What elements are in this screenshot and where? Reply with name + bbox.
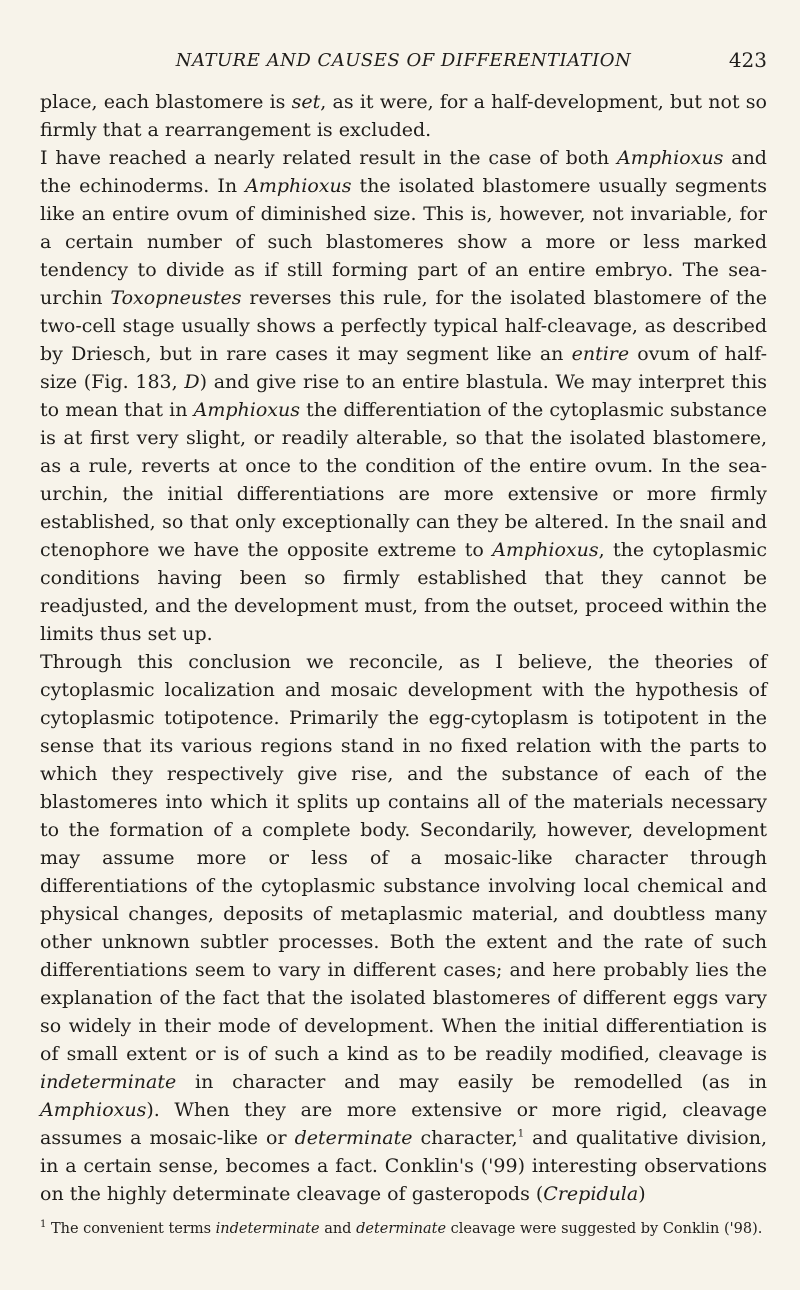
italic-text: entire bbox=[571, 343, 630, 365]
body-text bbox=[40, 88, 767, 1208]
italic-text: Toxopneustes bbox=[110, 287, 242, 309]
text-segment: Through this conclusion we reconcile, as I believe, the theories of cytoplasmic localization and mosaic development with the hypothesis of cytoplasmic totipotence. Primarily the egg-cytoplasm is totipotent in the sense that its various regions stand in no fixed relation with the parts to which they respectively give rise, and the substance of each of the blastomeres into which it splits up contains all of the materials necessary to the formation of a complete body. Secondarily, however, development may assume more or less of a mosaic-like character through differentiations of the cytoplasmic substance involving local chemical and physical changes, deposits of metaplasmic material, and doubtless many other unknown subtler processes. Both the extent and the rate of such differentiations seem to vary in different cases; and here probably lies the explanation of the fact that the isolated blastomeres of different eggs vary so widely in their mode of development. When the initial differentiation is of small extent or is of such a kind as to be readily modified, cleavage is bbox=[40, 651, 767, 1065]
text-segment: place, each blastomere is bbox=[40, 91, 292, 113]
text-segment: I have reached a nearly related result in the case of both bbox=[40, 147, 617, 169]
footnote-marker: 1 bbox=[40, 1219, 47, 1231]
book-page bbox=[40, 42, 767, 1252]
running-head bbox=[40, 42, 767, 76]
text-segment: and qualitative division, in a certain sense, becomes a fact. Conklin's ('99) interesting observations on the highly determinate cleavage of gasteropods ( bbox=[40, 1127, 767, 1205]
italic-text: indeterminate bbox=[215, 1221, 320, 1237]
italic-text: Amphioxus bbox=[245, 175, 352, 197]
text-segment: reverses this rule, for the isolated blastomere of the two-cell stage usually shows a perfectly typical half-cleavage, as described by Driesch, but in rare cases it may segment like an bbox=[40, 287, 767, 365]
text-segment: character, bbox=[412, 1127, 518, 1149]
text-segment: , the cytoplasmic conditions having been so firmly established that they cannot be readjusted, and the development must, from the outset, proceed within the limits thus set up. bbox=[40, 539, 767, 645]
text-segment: The convenient terms bbox=[46, 1221, 216, 1237]
text-segment: ). When they are more extensive or more rigid, cleavage assumes a mosaic-like or bbox=[40, 1099, 767, 1149]
italic-text: Amphioxus bbox=[40, 1099, 147, 1121]
italic-text: Amphioxus bbox=[616, 147, 724, 169]
running-title: NATURE AND CAUSES OF DIFFERENTIATION bbox=[175, 50, 632, 71]
italic-text: Crepidula bbox=[543, 1183, 639, 1205]
paragraph-2 bbox=[40, 144, 767, 648]
paragraph-1 bbox=[40, 88, 767, 144]
italic-text: D bbox=[184, 371, 200, 393]
text-segment: ovum of half-size (Fig. 183, bbox=[40, 343, 767, 393]
text-segment: and bbox=[319, 1221, 357, 1237]
italic-text: Amphioxus bbox=[492, 539, 599, 561]
text-segment: the isolated blastomere usually segments like an entire ovum of diminished size. This is, however, not invariable, for a certain number of such blastomeres show a more or less marked tendency to divide as if still forming part of an entire embryo. The sea-urchin bbox=[40, 175, 767, 309]
italic-text: set bbox=[291, 91, 321, 113]
text-segment: , as it were, for a half-development, but not so firmly that a rearrangement is excluded. bbox=[40, 91, 767, 141]
footnote-marker: 1 bbox=[517, 1128, 525, 1140]
footnote bbox=[40, 1218, 767, 1240]
text-segment: the differentiation of the cytoplasmic substance is at first very slight, or readily alterable, so that the isolated blastomere, as a rule, reverts at once to the condition of the entire ovum. In the sea-urchin, the initial differentiations are more extensive or more firmly established, so that only exceptionally can they be altered. In the snail and ctenophore we have the opposite extreme to bbox=[40, 399, 767, 561]
page-number: 423 bbox=[728, 48, 767, 72]
italic-text: indeterminate bbox=[40, 1071, 177, 1093]
text-segment: in character and may easily be remodelled (as in bbox=[176, 1071, 767, 1093]
text-segment: cleavage were suggested by Conklin ('98). bbox=[446, 1221, 763, 1237]
text-segment: ) bbox=[638, 1183, 646, 1205]
italic-text: determinate bbox=[356, 1221, 447, 1237]
italic-text: Amphioxus bbox=[193, 399, 300, 421]
text-segment: ) and give rise to an entire blastula. We may interpret this to mean that in bbox=[40, 371, 767, 421]
italic-text: determinate bbox=[294, 1127, 413, 1149]
paragraph-3 bbox=[40, 648, 767, 1208]
text-segment: and the echinoderms. In bbox=[40, 147, 767, 197]
